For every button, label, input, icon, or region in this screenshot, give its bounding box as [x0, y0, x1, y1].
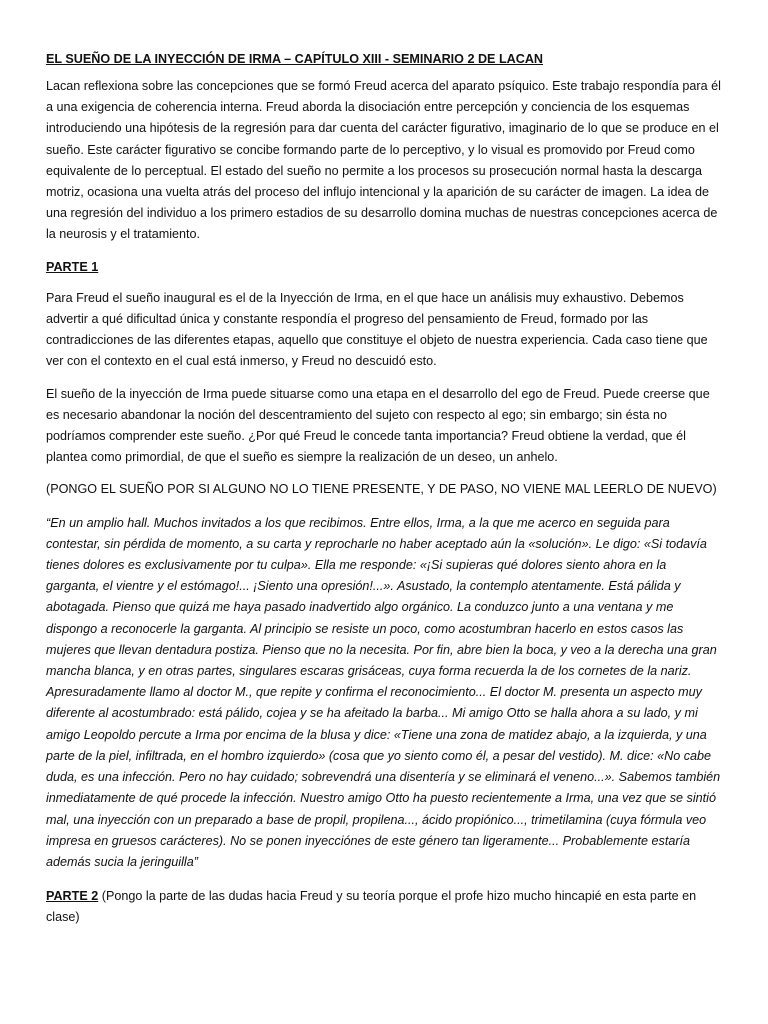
- part2-text: (Pongo la parte de las dudas hacia Freud y su teoría porque el profe hizo mucho hincapié en esta parte en clase): [46, 889, 697, 925]
- part1-paragraph-2: El sueño de la inyección de Irma puede situarse como una etapa en el desarrollo del ego de Freud. Puede creerse que es necesario abandonar la noción del descentramiento del sujeto con respecto al ego; sin embargo; sin ésta no podríamos comprender este sueño. ¿Por qué Freud le concede tanta importancia? Freud obtiene la verdad, que él plantea como primordial, de que el sueño es siempre la realización de un deseo, un anhelo.: [46, 386, 710, 465]
- intro-paragraph: Lacan reflexiona sobre las concepciones que se formó Freud acerca del aparato psíquico. Este trabajo respondía para él a una exigencia de coherencia interna. Freud aborda la disociación entre percepción y conciencia de los esquemas introduciendo una hipótesis de la regresión para dar cuenta del carácter figurativo, imaginario de lo que se produce en el sueño. Este carácter figurativo se concibe formando parte de lo perceptivo, y lo visual es promovido por Freud como equivalente de lo perceptual. El estado del sueño no permite a los procesos su prosecución normal hasta la descarga motriz, ocasiona una vuelta atrás del proceso del influjo intencional y la aparición de su carácter de imagen. La idea de una regresión del individuo a los primero estadios de su desarrollo domina muchas de nuestras concepciones acerca de la neurosis y el tratamiento.: [46, 79, 721, 242]
- part1-paragraph-1: Para Freud el sueño inaugural es el de la Inyección de Irma, en el que hace un análisis muy exhaustivo. Debemos advertir a qué dificultad única y constante respondía el progreso del pensamiento de Freud, formado por las contradicciones de las diferentes etapas, aquello que constituye el objeto de nuestra experiencia. Cada caso tiene que ver con el contexto en el cual está inmerso, y Freud no descuidó esto.: [46, 290, 708, 369]
- dream-quote: “En un amplio hall. Muchos invitados a los que recibimos. Entre ellos, Irma, a la que me acerco en seguida para contestar, sin pérdida de momento, a su carta y reprocharle no haber aceptado aún la «solución». Le digo: «Si todavía tienes dolores es exclusivamente por tu culpa». Ella me responde: «¡Si supieras qué dolores siento ahora en la garganta, el vientre y el estómago!... ¡Siento una opresión!...». Asustado, la contemplo atentamente. Está pálida y abotagada. Pienso que quizá me haya pasado inadvertido algo orgánico. La conduzco junto a una ventana y me dispongo a reconocerle la garganta. Al principio se resiste un poco, como acostumbran hacerlo en estos casos las mujeres que llevan dentadura postiza. Pienso que no la necesita. Por fin, abre bien la boca, y veo a la derecha una gran mancha blanca, y en otras partes, singulares escaras grisáceas, cuya forma recuerda la de los cornetes de la nariz. Apresuradamente llamo al doctor M., que repite y confirma el reconocimiento... El doctor M. presenta un aspecto muy diferente al acostumbrado: está pálido, cojea y se ha afeitado la barba... Mi amigo Otto se halla ahora a su lado, y mi amigo Leopoldo percute a Irma por encima de la blusa y dice: «Tiene una zona de matidez abajo, a la izquierda, y una parte de la piel, infiltrada, en el hombro izquierdo» (cosa que yo siento como él, a pesar del vestido). M. dice: «No cabe duda, es una infección. Pero no hay cuidado; sobrevendrá una disentería y se eliminará el veneno...». Sabemos también inmediatamente de qué procede la infección. Nuestro amigo Otto ha puesto recientemente a Irma, una vez que se sintió mal, una inyección con un preparado a base de propil, propilena..., ácido propiónico..., trimetilamina (cuya fórmula veo impresa en gruesos carácteres). No se ponen inyecciónes de este género tan ligeramente... Probablemente estaría además sucia la jeringuilla”: [46, 515, 721, 869]
- part1-heading: PARTE 1: [46, 259, 99, 274]
- part2-heading: PARTE 2: [46, 889, 99, 904]
- document-page: [46, 50, 722, 940]
- document-title: EL SUEÑO DE LA INYECCIÓN DE IRMA – CAPÍTULO XIII - SEMINARIO 2 DE LACAN: [46, 52, 544, 66]
- dream-note: (PONGO EL SUEÑO POR SI ALGUNO NO LO TIENE PRESENTE, Y DE PASO, NO VIENE MAL LEERLO DE NUEVO): [46, 482, 717, 497]
- part2-paragraph: [46, 886, 722, 928]
